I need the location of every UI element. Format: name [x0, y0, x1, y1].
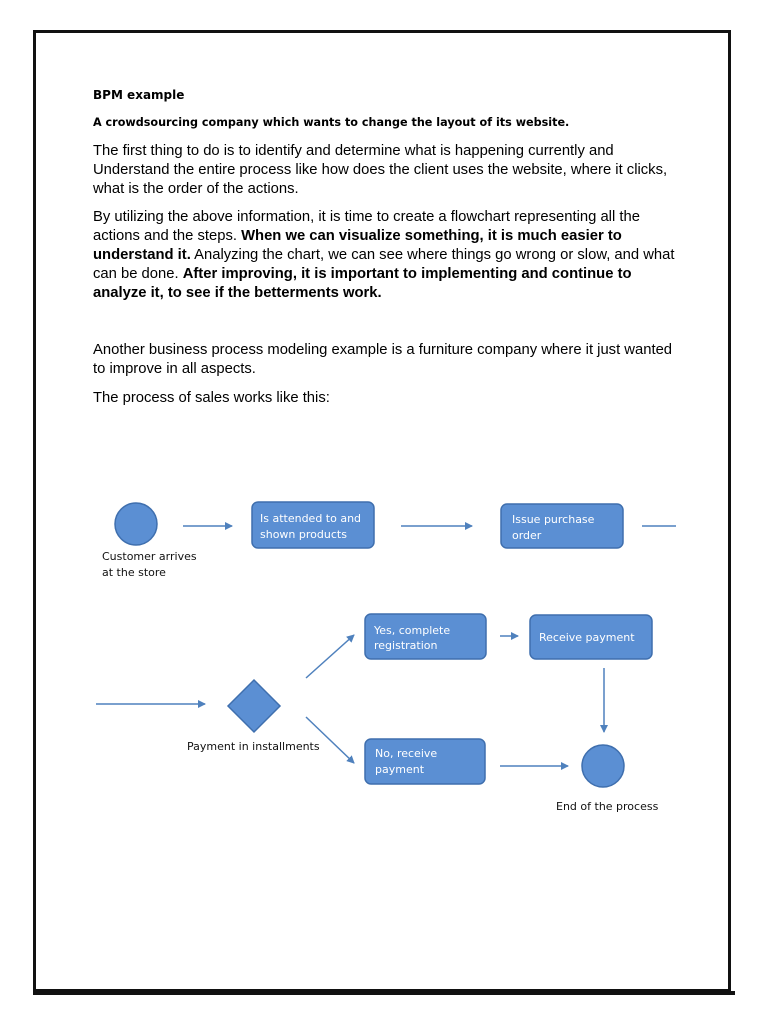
decision-caption: Payment in installments: [187, 740, 320, 753]
step1-label-line2: shown products: [260, 528, 347, 541]
yes-label-line1: Yes, complete: [374, 624, 451, 637]
start-event-circle: [115, 503, 157, 545]
arrow-decision-to-yes: [306, 635, 354, 678]
no-label-line1: No, receive: [375, 747, 438, 760]
receive-payment-label: Receive payment: [539, 631, 635, 644]
document-heading: BPM example: [93, 88, 185, 102]
paragraph-2-bold-1: When we can visualize something, it is much easier to understand it.: [93, 228, 622, 263]
end-caption: End of the process: [556, 800, 659, 813]
paragraph-2-bold-2: After improving, it is important to implementing and continue to analyze it, to see if the betterments work.: [93, 266, 632, 301]
start-caption-line1: Customer arrives: [102, 550, 197, 563]
step2-label-line1: Issue purchase: [512, 513, 595, 526]
step1-label-line1: Is attended to and: [260, 512, 362, 525]
no-label-line2: payment: [375, 763, 425, 776]
paragraph-2-text-2: Analyzing the chart, we can see where things go wrong or slow, and what can be done.: [93, 247, 675, 282]
paragraph-2-text-1: By utilizing the above information, it is time to create a flowchart representing all the actions and the steps.: [93, 209, 640, 244]
step1-box: [252, 502, 374, 548]
document-subheading: A crowdsourcing company which wants to change the layout of its website.: [93, 116, 570, 129]
paragraph-1: The first thing to do is to identify and determine what is happening currently and Understand the entire process like how does the client uses the website, where it clicks, what is the order of the actions.: [93, 143, 668, 197]
start-caption-line2: at the store: [102, 566, 166, 579]
paragraph-3: Another business process modeling example is a furniture company where it just wanted to improve in all aspects.: [93, 342, 673, 377]
paragraph-4: The process of sales works like this:: [93, 390, 330, 406]
step2-label-line2: order: [512, 529, 542, 542]
no-box: [365, 739, 485, 784]
decision-diamond: [228, 680, 280, 732]
yes-label-line2: registration: [374, 639, 438, 652]
end-event-circle: [582, 745, 624, 787]
